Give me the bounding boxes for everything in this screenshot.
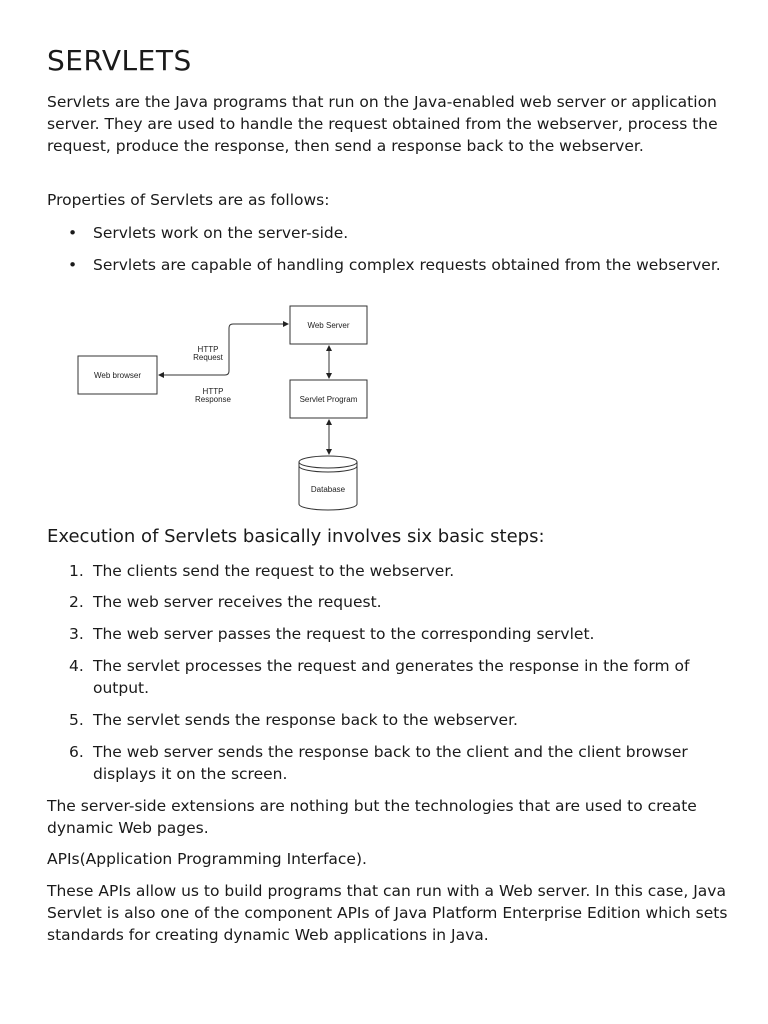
http-request-label: HTTP [197, 345, 219, 354]
bullet-icon: • [68, 224, 78, 242]
http-response-label: Response [194, 395, 232, 404]
step-item: The servlet sends the response back to the webserver. [93, 711, 518, 729]
step-number: 5. [69, 711, 84, 729]
property-item: Servlets work on the server-side. [93, 224, 349, 242]
step-number: 2. [69, 593, 84, 611]
step-item: The web server receives the request. [93, 593, 382, 611]
page-title: SERVLETS [47, 44, 192, 77]
property-item: Servlets are capable of handling complex requests obtained from the webserver. [93, 256, 721, 274]
step-number: 3. [69, 625, 84, 643]
step-item: The clients send the request to the webserver. [93, 562, 455, 580]
http-response-label: HTTP [202, 387, 224, 396]
steps-heading: Execution of Servlets basically involves six basic steps: [47, 526, 545, 547]
servlet-program-box [290, 380, 367, 418]
step-number: 1. [69, 562, 84, 580]
http-request-label: Request [193, 353, 223, 362]
step-item: The web server sends the response back to the client and the client browser displays it on the screen. [93, 743, 688, 783]
server-side-paragraph: The server-side extensions are nothing but the technologies that are used to create dynamic Web pages. [47, 797, 697, 837]
web-browser-box [78, 356, 157, 394]
web-server-box [290, 306, 367, 344]
properties-heading: Properties of Servlets are as follows: [47, 191, 330, 209]
svg-text:Database: Database [310, 485, 346, 494]
http-arrow [159, 324, 288, 375]
apis-paragraph: APIs(Application Programming Interface). [47, 850, 367, 868]
database-cylinder [299, 456, 357, 510]
svg-text:Servlet Program: Servlet Program [299, 395, 358, 404]
step-number: 6. [69, 743, 84, 761]
java-ee-paragraph: These APIs allow us to build programs that can run with a Web server. In this case, Java Servlet is also one of the component APIs of Java Platform Enterprise Edition which sets standards for creating dynamic Web applications in Java. [47, 882, 728, 944]
svg-text:Web Server: Web Server [307, 321, 350, 330]
step-item: The servlet processes the request and generates the response in the form of output. [93, 657, 690, 697]
step-number: 4. [69, 657, 84, 675]
intro-paragraph: Servlets are the Java programs that run on the Java-enabled web server or application server. They are used to handle the request obtained from the webserver, process the request, produce the response, then send a response back to the webserver. [47, 93, 718, 155]
svg-text:Web browser: Web browser [94, 371, 141, 380]
bullet-icon: • [68, 256, 78, 274]
step-item: The web server passes the request to the corresponding servlet. [93, 625, 595, 643]
